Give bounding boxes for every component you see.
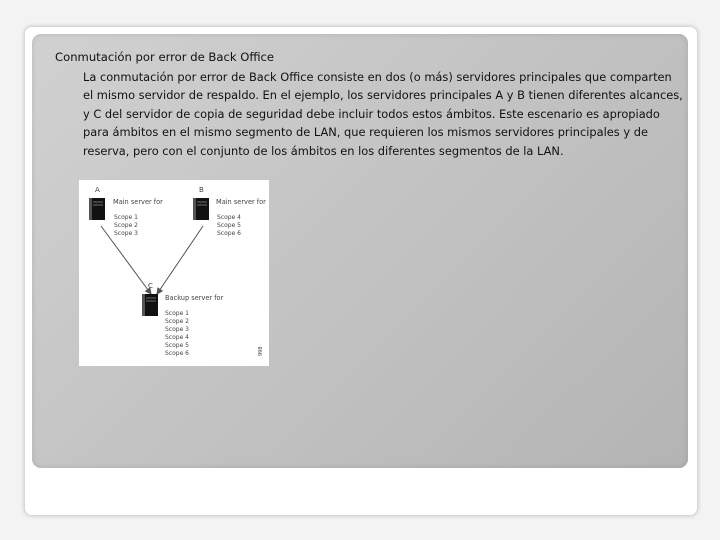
failover-diagram-svg — [79, 180, 269, 366]
footer-band — [32, 470, 688, 510]
server-c-scope: Scope 6 — [165, 350, 190, 357]
slide-title: Conmutación por error de Back Office — [55, 50, 275, 64]
server-c-letter: C — [148, 282, 153, 290]
server-b-scope: Scope 6 — [217, 230, 242, 237]
failover-diagram — [79, 180, 269, 366]
server-a-caption: Main server for — [113, 198, 163, 206]
server-b-letter: B — [199, 186, 204, 194]
server-b-caption: Main server for — [216, 198, 266, 206]
server-b-scope: Scope 4 — [217, 214, 242, 221]
server-a-scope: Scope 1 — [114, 214, 139, 221]
server-b — [193, 186, 266, 237]
server-c-scope: Scope 1 — [165, 310, 190, 317]
server-b-icon — [193, 198, 209, 220]
server-c — [142, 282, 224, 357]
link-b-to-c — [157, 226, 203, 294]
server-c-caption: Backup server for — [165, 294, 224, 302]
server-a — [89, 186, 163, 237]
server-c-scope: Scope 2 — [165, 318, 190, 325]
slide-body-text: La conmutación por error de Back Office consiste en dos (o más) servidores principales que comparten el mismo servidor de respaldo. En el ejemplo, los servidores principales A y B tienen diferentes alcances, y C del servidor de copia de seguridad debe incluir todos estos ámbitos. Este escenario es apropiado para ámbitos en el mismo segmento de LAN, que requieren los mismos servidores principales y de reserva, pero con el conjunto de los ámbitos en los diferentes segmentos de la LAN. — [83, 70, 683, 158]
server-b-scope: Scope 5 — [217, 222, 242, 229]
server-c-scope: Scope 3 — [165, 326, 190, 333]
server-c-scope: Scope 5 — [165, 342, 190, 349]
server-a-scope: Scope 3 — [114, 230, 139, 237]
server-a-letter: A — [95, 186, 100, 194]
figure-id: 998 — [258, 346, 264, 356]
server-a-icon — [89, 198, 105, 220]
server-a-scope: Scope 2 — [114, 222, 139, 229]
server-c-scope: Scope 4 — [165, 334, 190, 341]
server-c-icon — [142, 294, 158, 316]
